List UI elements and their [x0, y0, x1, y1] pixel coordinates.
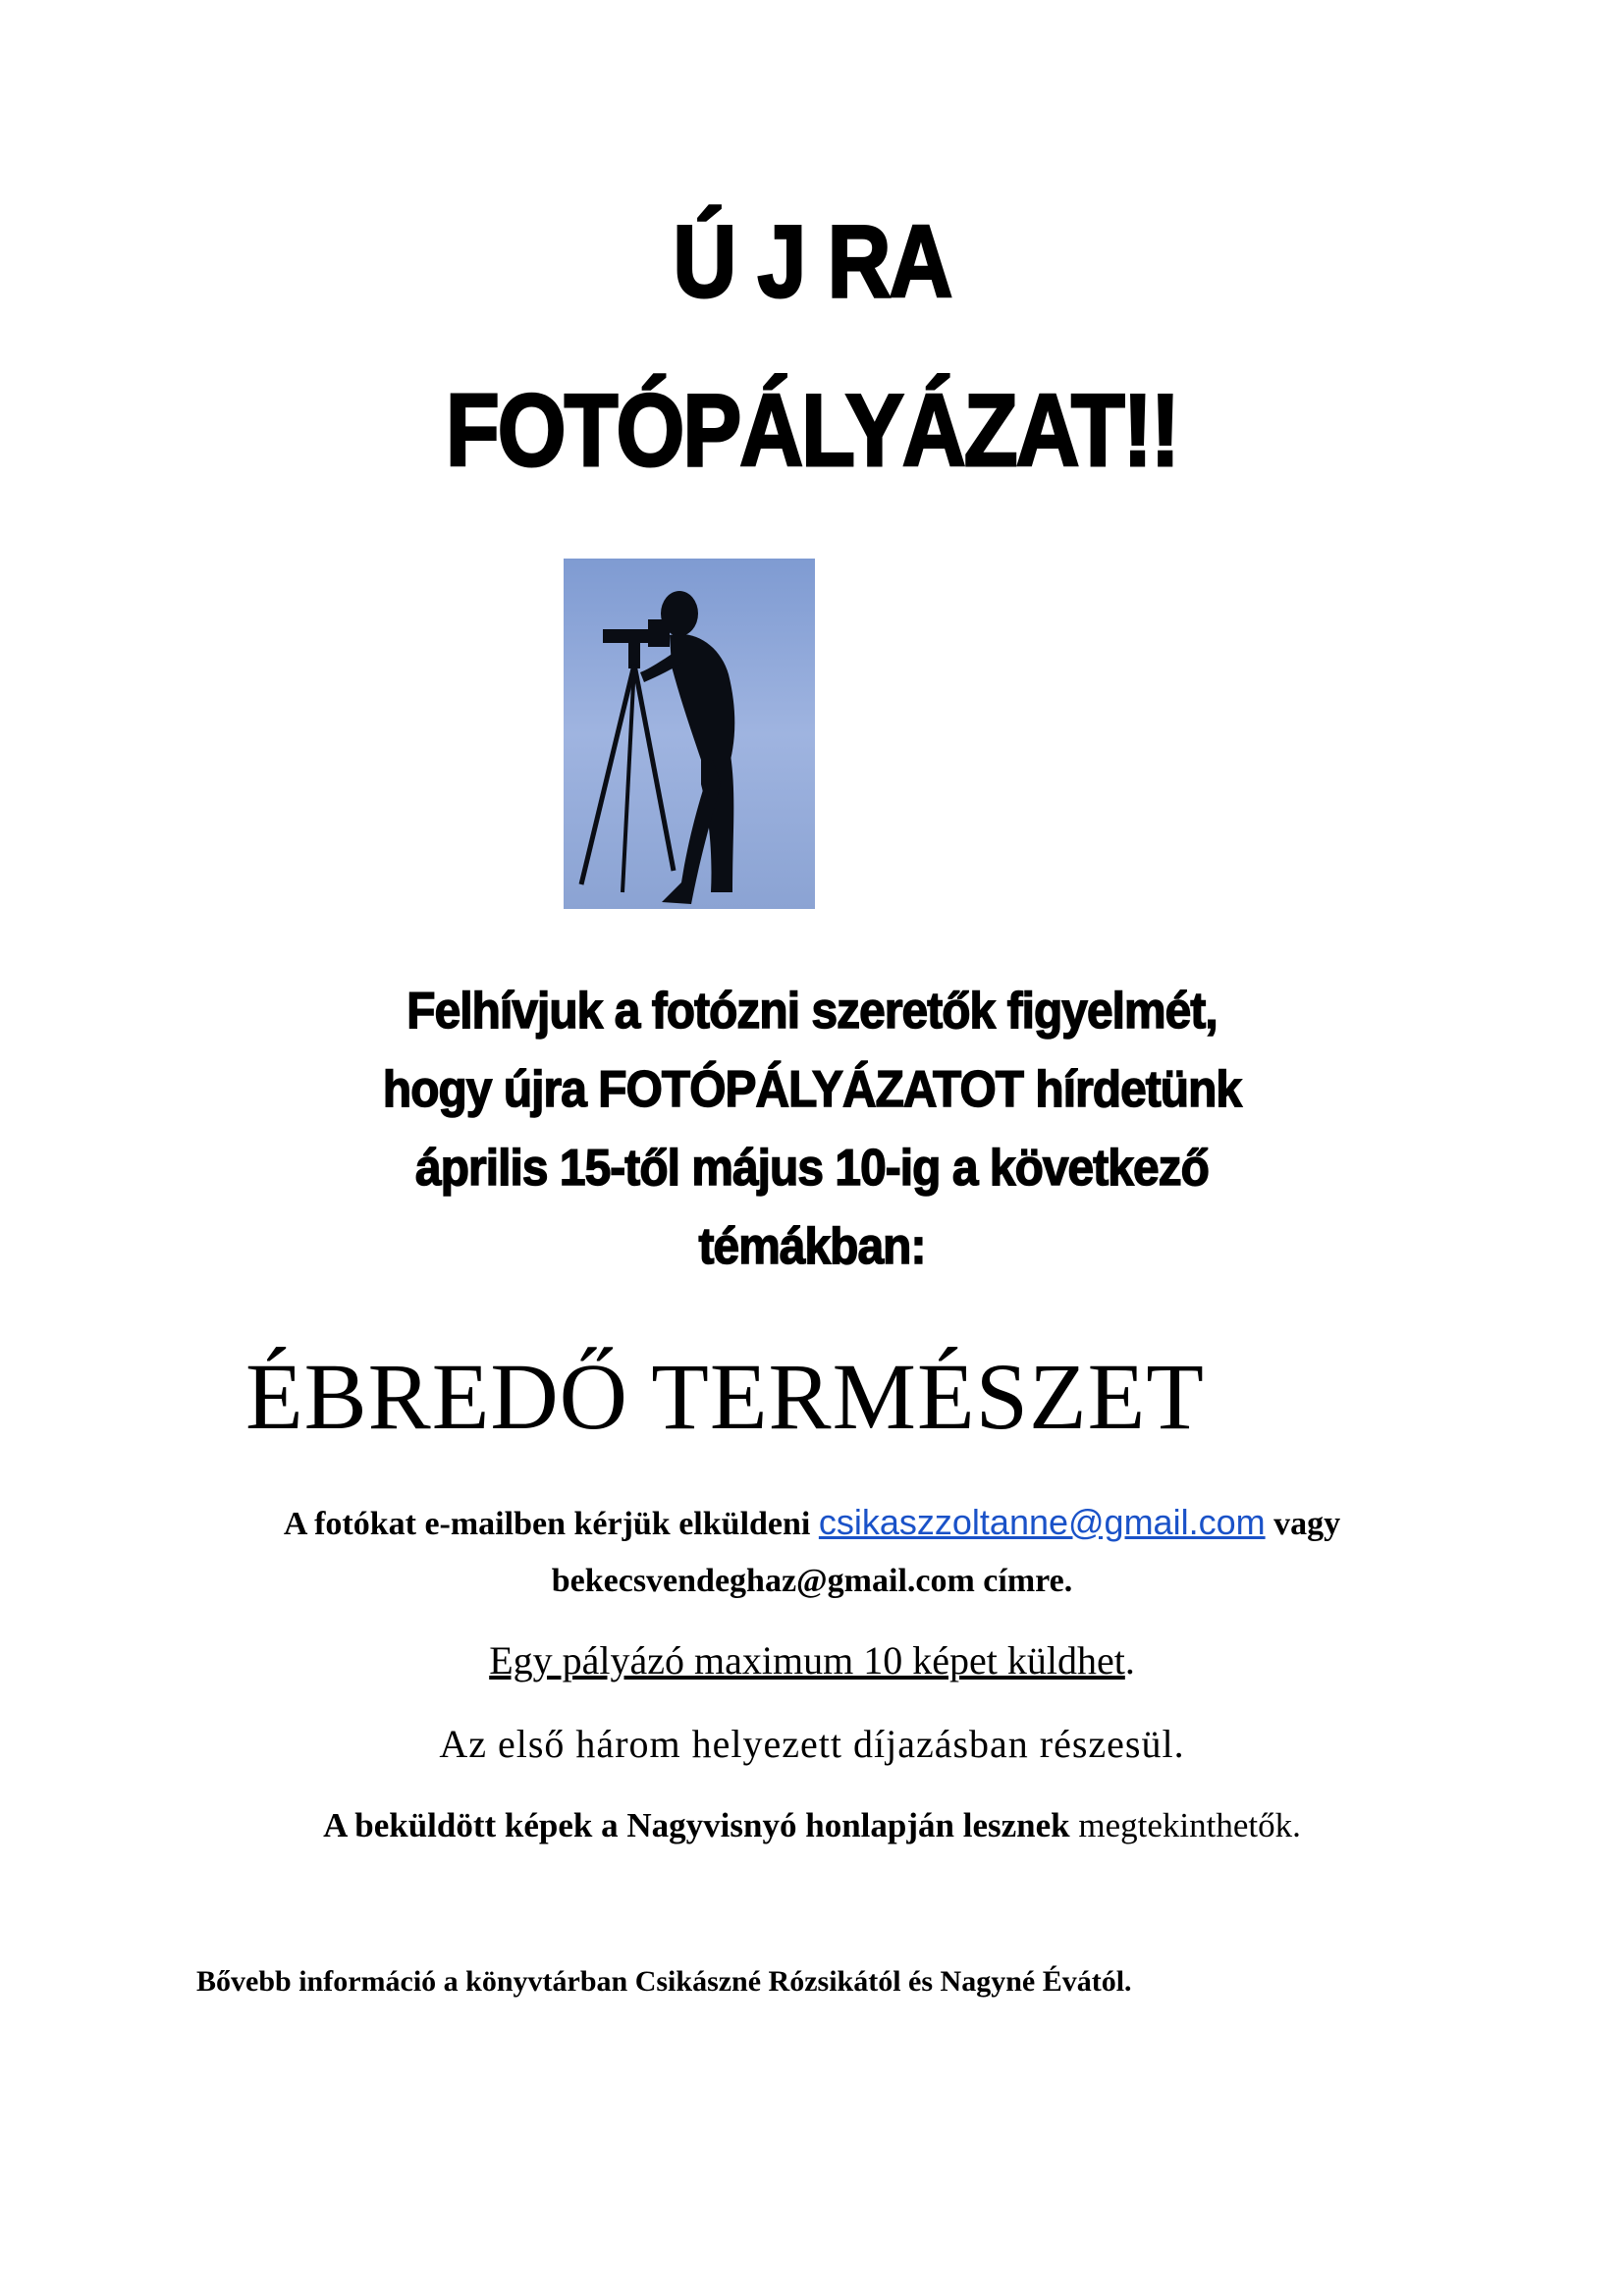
- prize-rule: Az első három helyezett díjazásban részesül.: [439, 1722, 1185, 1766]
- intro-line-3: április 15-től május 10-ig a következő: [415, 1140, 1209, 1197]
- max-images-suffix: .: [1124, 1638, 1135, 1682]
- submission-prefix: A fotókat e-mailben kérjük elküldeni: [283, 1506, 819, 1542]
- email-link[interactable]: csikaszzoltanne@gmail.com: [818, 1502, 1266, 1542]
- intro-line-2: hogy újra FOTÓPÁLYÁZATOT hírdetünk: [382, 1061, 1242, 1118]
- photographer-image: [564, 559, 815, 909]
- submission-connector: vagy: [1265, 1506, 1341, 1542]
- intro-line-4: témákban:: [698, 1218, 926, 1275]
- website-rule: [0, 1806, 1624, 1845]
- poster-title-line-1: Ú J RA: [673, 205, 951, 319]
- website-rule-normal: megtekinthetők.: [1078, 1806, 1301, 1844]
- intro-line-1: Felhívjuk a fotózni szeretők figyelmét,: [406, 983, 1218, 1040]
- theme-heading: ÉBREDŐ TERMÉSZET: [245, 1344, 1205, 1449]
- photographer-silhouette-icon: [564, 559, 815, 909]
- max-images-rule: [0, 1637, 1624, 1683]
- website-rule-bold: A beküldött képek a Nagyvisnyó honlapján lesznek: [323, 1806, 1079, 1844]
- intro-text: [0, 972, 1624, 1286]
- max-images-text: Egy pályázó maximum 10 képet küldhet: [489, 1638, 1125, 1682]
- submission-line-1: [0, 1502, 1624, 1543]
- poster-title-line-2: FOTÓPÁLYÁZAT!!: [445, 374, 1179, 488]
- submission-line-2: bekecsvendeghaz@gmail.com címre.: [551, 1563, 1073, 1599]
- more-info-line: Bővebb információ a könyvtárban Csikászné Rózsikától és Nagyné Évától.: [196, 1965, 1132, 1998]
